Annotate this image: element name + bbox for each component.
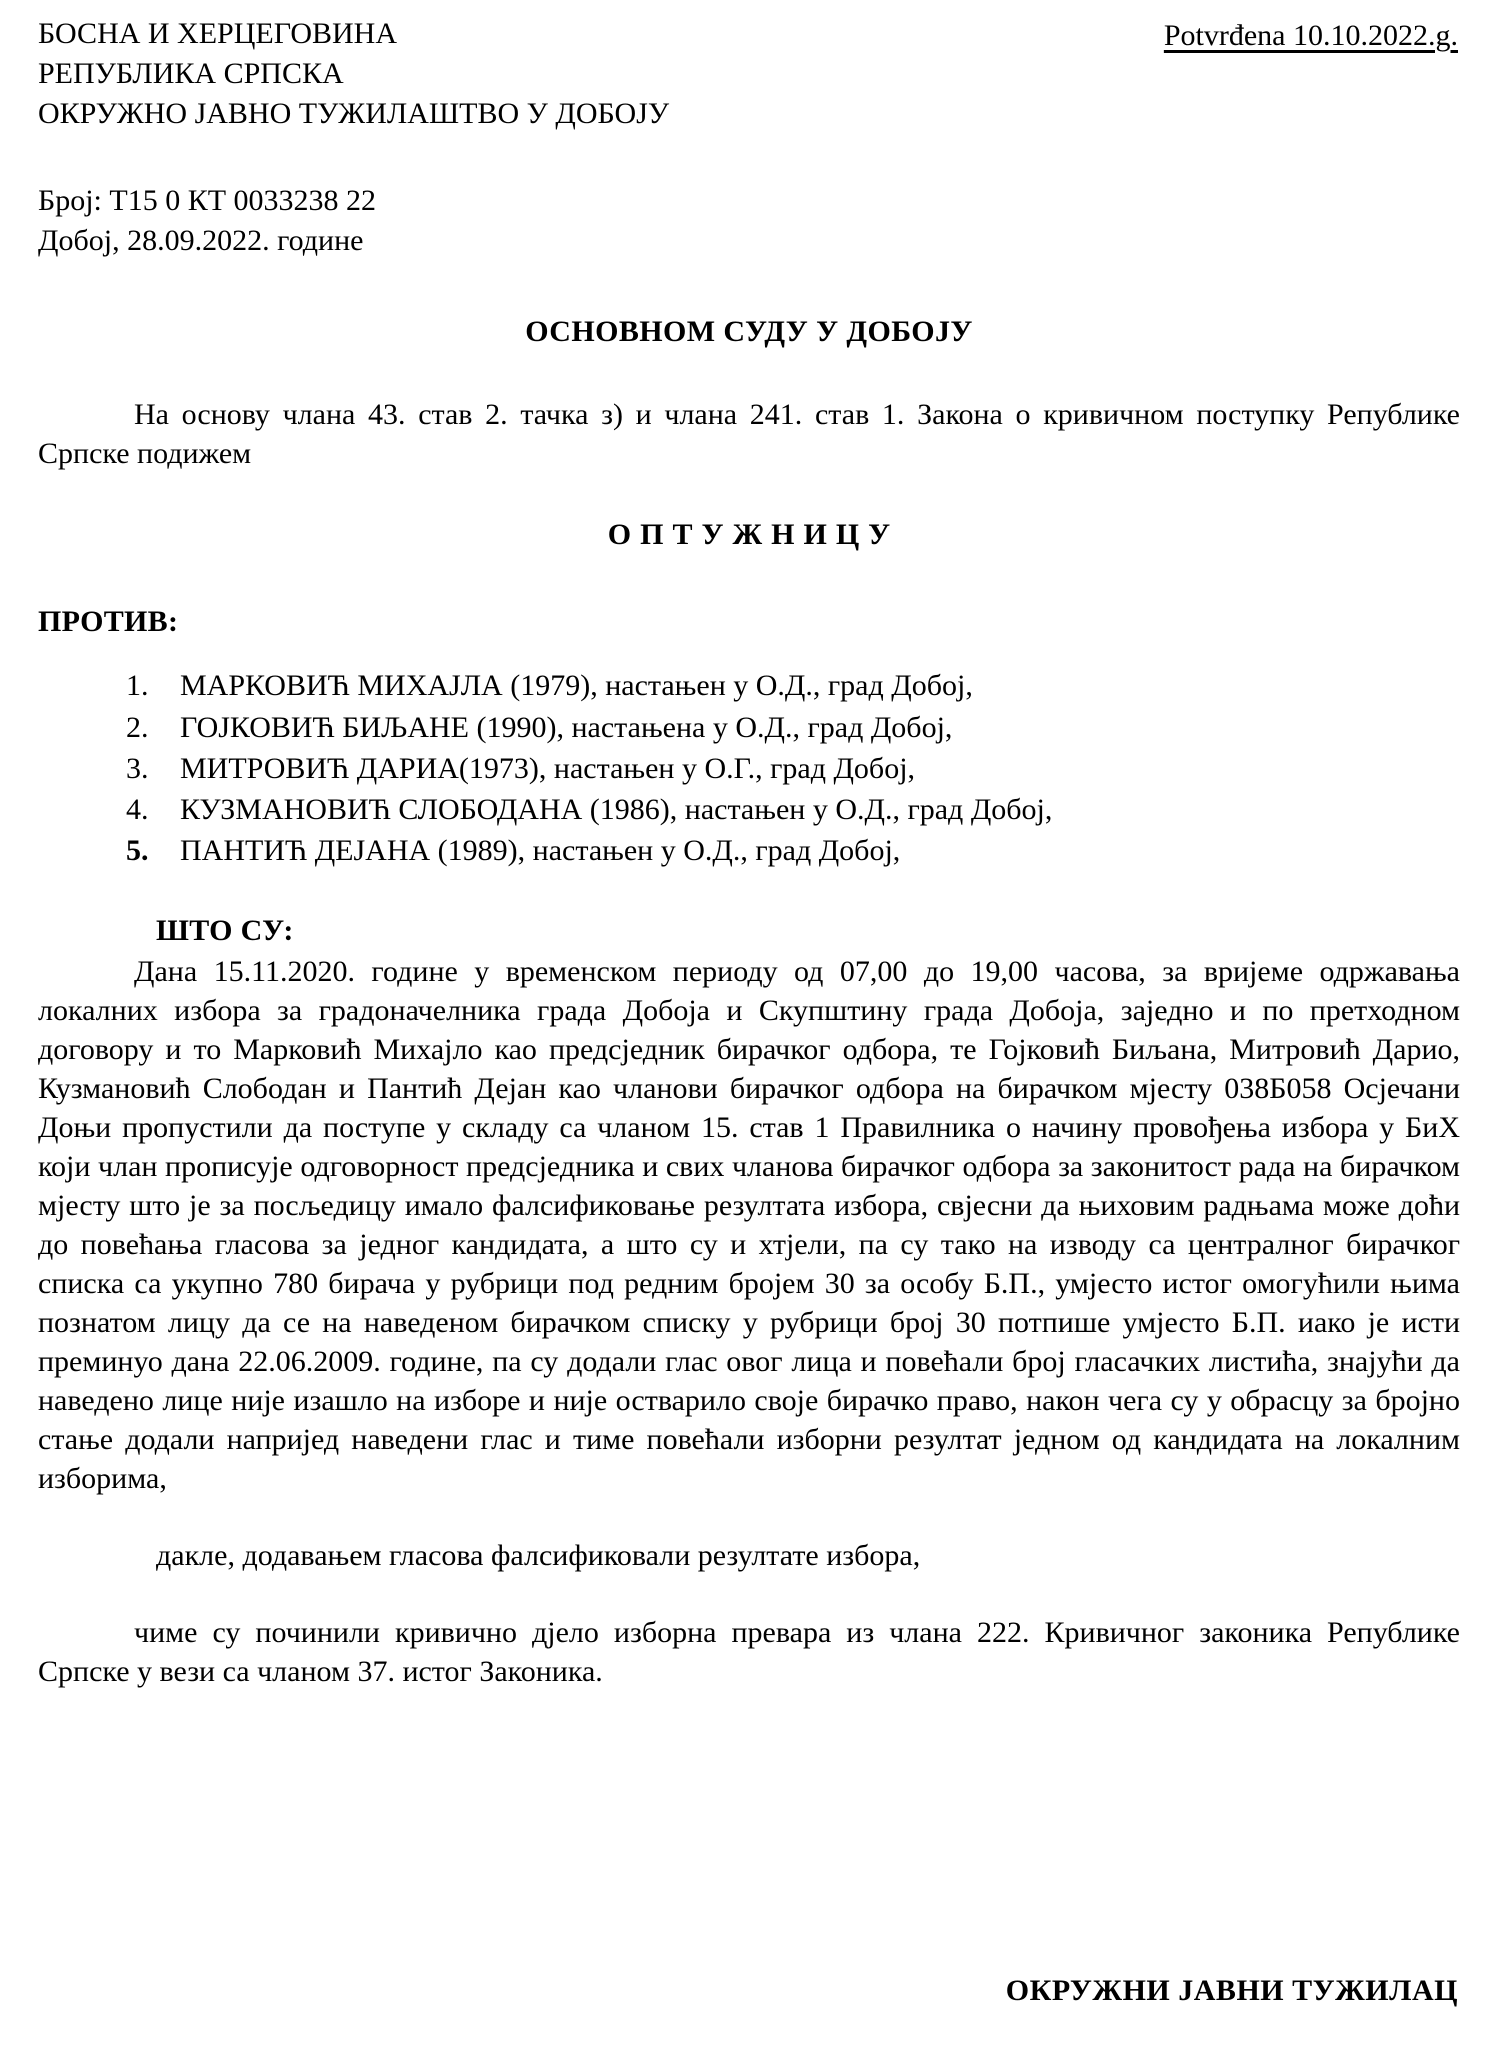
- against-heading: ПРОТИВ:: [38, 605, 179, 639]
- document-header: [38, 14, 1460, 134]
- defendant-details: КУЗМАНОВИЋ СЛОБОДАНА (1986), настањен у О.Д., град Добој,: [180, 792, 1053, 826]
- defendant-number: 1.: [126, 669, 149, 703]
- confirmation-stamp: Potvrđena 10.10.2022.g.: [1163, 19, 1458, 52]
- list-item: [38, 748, 1460, 789]
- defendant-number: 5.: [126, 833, 149, 867]
- defendants-list: [38, 665, 1460, 870]
- defendant-number: 2.: [126, 710, 149, 744]
- authority-line-entity: РЕПУБЛИКА СРПСКА: [38, 56, 344, 90]
- authority-line-country: БОСНА И ХЕРЦЕГОВИНА: [38, 17, 397, 50]
- document-type-title: ОПТУЖНИЦУ: [607, 518, 900, 552]
- list-item: [38, 665, 1460, 706]
- list-item: [38, 707, 1460, 748]
- place-and-date: Добој, 28.09.2022. године: [38, 223, 364, 257]
- conclusion-paragraph: дакле, додавањем гласова фалсификовали резултате избора,: [156, 1538, 921, 1572]
- defendant-details: ГОЈКОВИЋ БИЉАНЕ (1990), настањена у О.Д., град Добој,: [180, 710, 953, 744]
- defendant-details: МАРКОВИЋ МИХАЈЛА (1979), настањен у О.Д., град Добој,: [180, 669, 973, 703]
- charge-paragraph: чиме су починили кривично дјело изборна превара из члана 222. Кривичног законика Републике Српске у вези са чланом 37. истог Законика.: [38, 1615, 1460, 1688]
- list-item: [38, 830, 1460, 871]
- defendant-number: 4.: [126, 792, 149, 826]
- authority-line-office: ОКРУЖНО ЈАВНО ТУЖИЛАШТВО У ДОБОЈУ: [38, 96, 670, 130]
- issuing-authority-block: [38, 14, 669, 134]
- offence-description-paragraph: Дана 15.11.2020. године у временском периоду од 07,00 до 19,00 часова, за вријеме одржавања локалних избора за градоначелника града Добоја и Скупштину града Добоја, заједно и по претходном договору и то Марковић Михајло као предсједник бирачког одбора, те Гојковић Биљана, Митровић Дарио, Кузмановић Слободан и Пантић Дејан као чланови бирачког одбора на бирачком мјесту 038Б058 Осјечани Доњи пропустили да поступе у складу са чланом 15. став 1 Правилника о начину провођења избора у БиХ који члан прописује одговорност предсједника и свих чланова бирачког одбора за законитост рада на бирачком мјесту што је за посљедицу имало фалсификовање резултата избора, свјесни да њиховим радњама може доћи до повећања гласова за једног кандидата, а што су и хтјели, па су тако на изводу са централног бирачког списка са укупно 780 бирача у рубрици под редним бројем 30 за особу Б.П., умјесто истог омогућили њима познатом лицу да се на наведеном бирачком списку у рубрици број 30 потпише умјесто Б.П. иако је исти преминуо дана 22.06.2009. године, па су додали глас овог лица и повећали број гласачких листића, знајући да наведено лице није изашло на изборе и није остварило своје бирачко право, након чега су у обрасцу за бројно стање додали напријед наведени глас и тиме повећали изборни резултат једном од кандидата на локалним изборима,: [38, 954, 1460, 1495]
- list-item: [38, 789, 1460, 830]
- defendant-number: 3.: [126, 751, 149, 785]
- legal-basis-paragraph: На основу члана 43. став 2. тачка з) и члана 241. став 1. Закона о кривичном поступку Републике Српске подижем: [38, 398, 1460, 471]
- what-they-did-heading: ШТО СУ:: [156, 913, 294, 947]
- defendant-details: МИТРОВИЋ ДАРИА(1973), настањен у О.Г., град Добој,: [180, 751, 916, 785]
- case-number: Број: Т15 0 КТ 0033238 22: [38, 183, 377, 217]
- defendant-details: ПАНТИЋ ДЕЈАНА (1989), настањен у О.Д., град Добој,: [180, 833, 901, 867]
- prosecutor-signature-title: ОКРУЖНИ ЈАВНИ ТУЖИЛАЦ: [1005, 1974, 1458, 2007]
- reference-block: [38, 181, 1460, 261]
- addressee-court: ОСНОВНОМ СУДУ У ДОБОЈУ: [525, 315, 973, 349]
